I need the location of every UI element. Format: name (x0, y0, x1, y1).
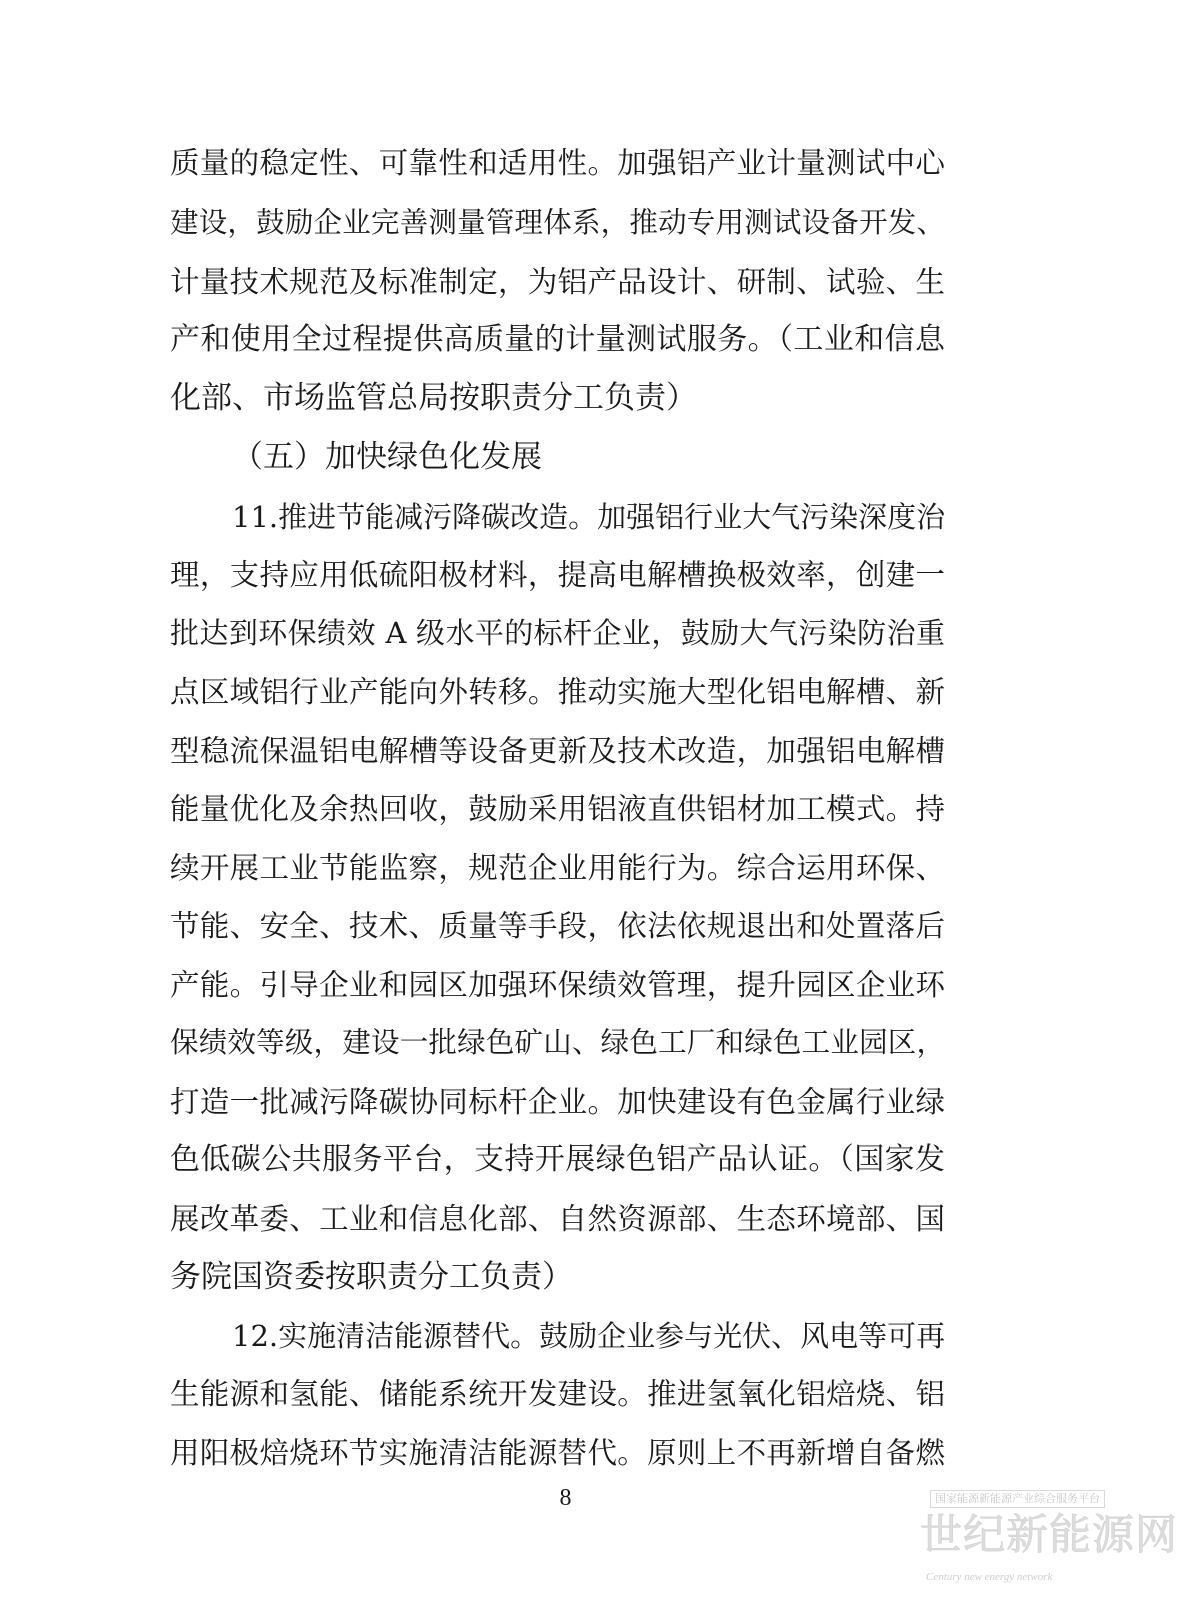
watermark-logo-text: 世纪新能源网 (920, 1510, 1178, 1559)
watermark (920, 1490, 1178, 1595)
body-line: 产能。引导企业和园区加强环保绩效管理，提升园区企业环 (170, 968, 945, 1002)
section-heading: （五）加快绿色化发展 (232, 439, 542, 475)
body-line: 11.推进节能减污降碳改造。加强铝行业大气污染深度治 (232, 500, 946, 534)
body-line: 质量的稳定性、可靠性和适用性。加强铝产业计量测试中心 (170, 146, 945, 180)
body-line: 建设，鼓励企业完善测量管理体系，推动专用测试设备开发、 (170, 206, 945, 239)
body-line: 化部、市场监管总局按职责分工负责） (170, 380, 697, 416)
body-line: 务院国资委按职责分工负责） (170, 1259, 573, 1295)
body-line: 计量技术规范及标准制定，为铝产品设计、研制、试验、生 (170, 265, 945, 299)
body-line: 点区域铝行业产能向外转移。推动实施大型化铝电解槽、新 (170, 675, 945, 709)
body-line: 生能源和氢能、储能系统开发建设。推进氢氧化铝焙烧、铝 (170, 1377, 945, 1411)
body-line: 12.实施清洁能源替代。鼓励企业参与光伏、风电等可再 (232, 1319, 946, 1353)
body-line: 能量优化及余热回收，鼓励采用铝液直供铝材加工模式。持 (170, 792, 945, 826)
body-line: 产和使用全过程提供高质量的计量测试服务。（工业和信息 (170, 322, 945, 357)
body-line: 展改革委、工业和信息化部、自然资源部、生态环境部、国 (170, 1202, 945, 1236)
body-line: 批达到环保绩效 A 级水平的标杆企业，鼓励大气污染防治重 (170, 616, 945, 650)
body-line: 节能、安全、技术、质量等手段，依法依规退出和处置落后 (170, 909, 945, 943)
body-line: 保绩效等级，建设一批绿色矿山、绿色工厂和绿色工业园区， (170, 1026, 945, 1059)
body-line: 续开展工业节能监察，规范企业用能行为。综合运用环保、 (170, 851, 945, 885)
body-line: 用阳极焙烧环节实施清洁能源替代。原则上不再新增自备燃 (170, 1436, 945, 1470)
watermark-tagline: 国家能源新能源产业综合服务平台 (930, 1490, 1105, 1508)
body-line: 型稳流保温铝电解槽等设备更新及技术改造，加强铝电解槽 (170, 734, 945, 768)
body-line: 打造一批减污降碳协同标杆企业。加快建设有色金属行业绿 (170, 1085, 945, 1119)
watermark-english: Century new energy network (926, 1571, 1053, 1583)
body-line: 理，支持应用低硫阳极材料，提高电解槽换极效率，创建一 (170, 558, 945, 592)
body-line: 色低碳公共服务平台，支持开展绿色铝产品认证。（国家发 (170, 1142, 945, 1177)
page-number: 8 (559, 1485, 572, 1511)
